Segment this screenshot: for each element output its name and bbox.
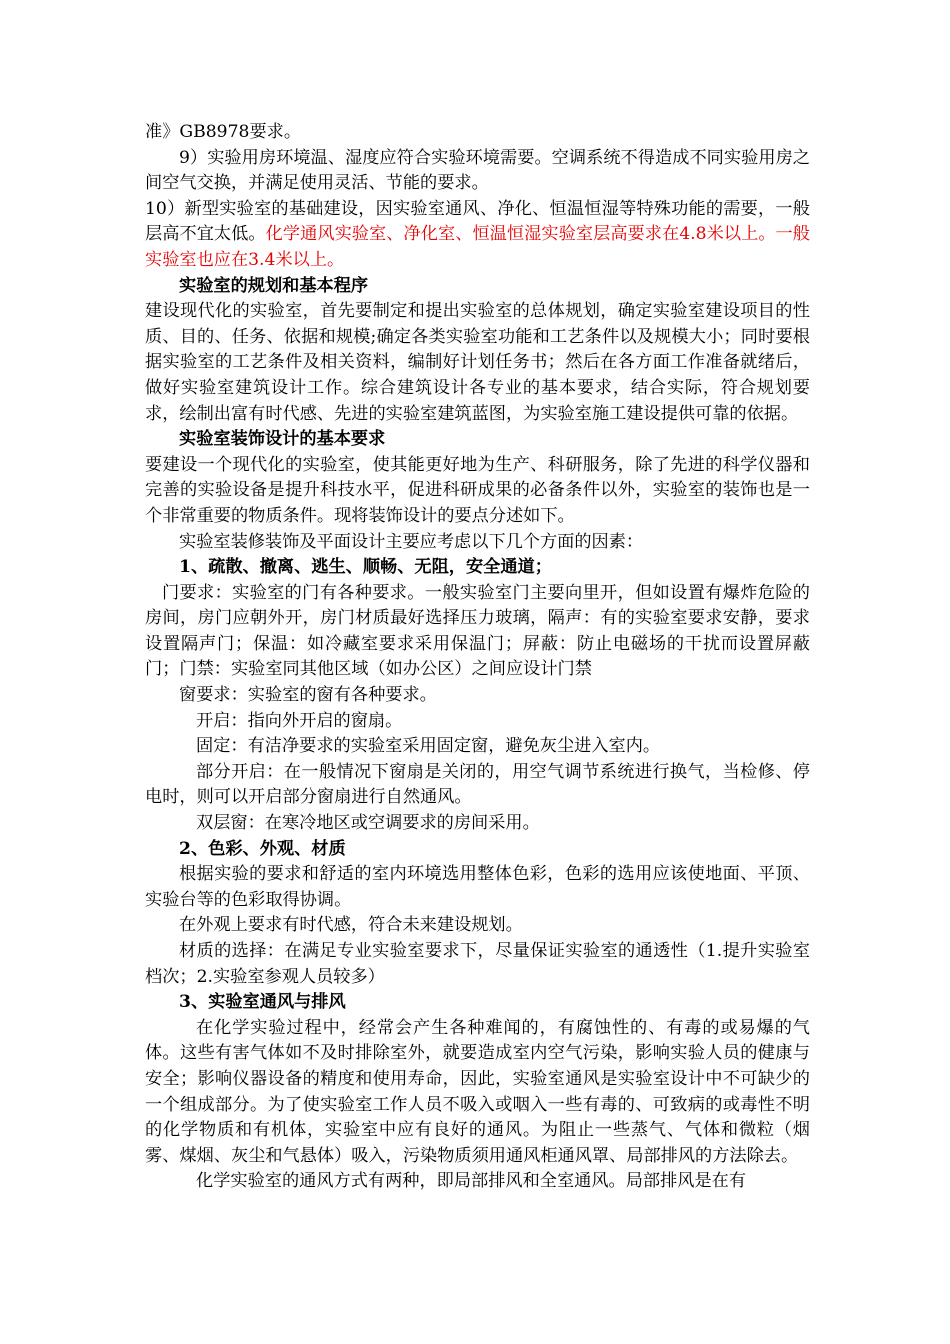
paragraph-planning: 建设现代化的实验室，首先要制定和提出实验室的总体规划，确定实验室建设项目的性质、目的、任务、依据和规模;确定各类实验室功能和工艺条件以及规模大小；同时要根据实验室的工艺条件及相关资料，编制好计划任务书；然后在各方面工作准备就绪后，做好实验室建筑设计工作。综合建筑设计各专业的基本要求，结合实际，符合规划要求，绘制出富有时代感、先进的实验室建筑蓝图，为实验室施工建设提供可靠的依据。 xyxy=(145,301,810,424)
paragraph-ventilation: 在化学实验过程中，经常会产生各种难闻的，有腐蚀性的、有毒的或易爆的气体。这些有害气体如不及时排除室外，就要造成室内空气污染，影响实验人员的健康与安全；影响仪器设备的精度和使用寿命，因此，实验室通风是实验室设计中不可缺少的一个组成部分。为了使实验室工作人员不吸入或咽入一些有毒的、可致病的或毒性不明的化学物质和有机体，实验室中应有良好的通风。为阻止一些蒸气、气体和微粒（烟雾、煤烟、灰尘和气悬体）吸入，污染物质须用通风柜通风罩、局部排风的方法除去。 xyxy=(145,1017,810,1166)
paragraph-item-9: 9）实验用房环境温、湿度应符合实验环境需要。空调系统不得造成不同实验用房之间空气交换，并满足使用灵活、节能的要求。 xyxy=(145,147,810,194)
heading-color: 2、色彩、外观、材质 xyxy=(179,838,346,859)
paragraph-window: 窗要求：实验室的窗有各种要求。 xyxy=(179,685,437,706)
paragraph-factors: 实验室装修装饰及平面设计主要应考虑以下几个方面的因素： xyxy=(179,531,644,552)
paragraph-item-10 xyxy=(145,197,810,274)
heading-decoration: 实验室装饰设计的基本要求 xyxy=(179,429,386,450)
item-10-highlight: 化学通风实验室、净化室、恒温恒湿实验室层高要求在4.8米以上。一般实验室也应在3.4米以上。 xyxy=(145,224,810,270)
paragraph-window-fixed: 固定：有洁净要求的实验室采用固定窗，避免灰尘进入室内。 xyxy=(196,736,661,757)
paragraph-gb8978: 准》GB8978要求。 xyxy=(145,122,302,142)
paragraph-color: 根据实验的要求和舒适的室内环境选用整体色彩，色彩的选用应该使地面、平顶、实验台等的色彩取得协调。 xyxy=(145,864,810,910)
document-body xyxy=(145,120,810,1195)
paragraph-window-double: 双层窗：在寒冷地区或空调要求的房间采用。 xyxy=(196,813,540,834)
paragraph-material: 材质的选择：在满足专业实验室要求下，尽量保证实验室的通透性（1.提升实验室档次；2.实验室参观人员较多） xyxy=(145,941,810,987)
paragraph-window-partial: 部分开启：在一般情况下窗扇是关闭的，用空气调节系统进行换气，当检修、停电时，则可以开启部分窗扇进行自然通风。 xyxy=(145,761,810,808)
heading-ventilation: 3、实验室通风与排风 xyxy=(179,992,346,1013)
paragraph-ventilation-methods: 化学实验室的通风方式有两种，即局部排风和全室通风。局部排风是在有 xyxy=(196,1171,747,1192)
paragraph-door: 门要求：实验室的门有各种要求。一般实验室门主要向里开，但如设置有爆炸危险的房间，房门应朝外开，房门材质最好选择压力玻璃，隔声：有的实验室要求安静，要求设置隔声门；保温：如冷藏室要求采用保温门；屏蔽：防止电磁场的干扰而设置屏蔽门；门禁：实验室同其他区域（如办公区）之间应设计门禁 xyxy=(145,582,810,680)
paragraph-decoration: 要建设一个现代化的实验室，使其能更好地为生产、科研服务，除了先进的科学仪器和完善的实验设备是提升科技水平，促进科研成果的必备条件以外，实验室的装饰也是一个非常重要的物质条件。现将装饰设计的要点分述如下。 xyxy=(145,454,810,526)
heading-evacuation: 1、疏散、撤离、逃生、顺畅、无阻，安全通道； xyxy=(179,557,552,578)
heading-planning: 实验室的规划和基本程序 xyxy=(179,275,369,296)
item-10-text: 10）新型实验室的基础建设，因实验室通风、净化、恒温恒湿等特殊功能的需要，一般层高不宜太低。 xyxy=(145,198,810,245)
paragraph-window-open: 开启：指向外开启的窗扇。 xyxy=(196,710,403,731)
paragraph-appearance: 在外观上要求有时代感，符合未来建设规划。 xyxy=(179,915,523,936)
